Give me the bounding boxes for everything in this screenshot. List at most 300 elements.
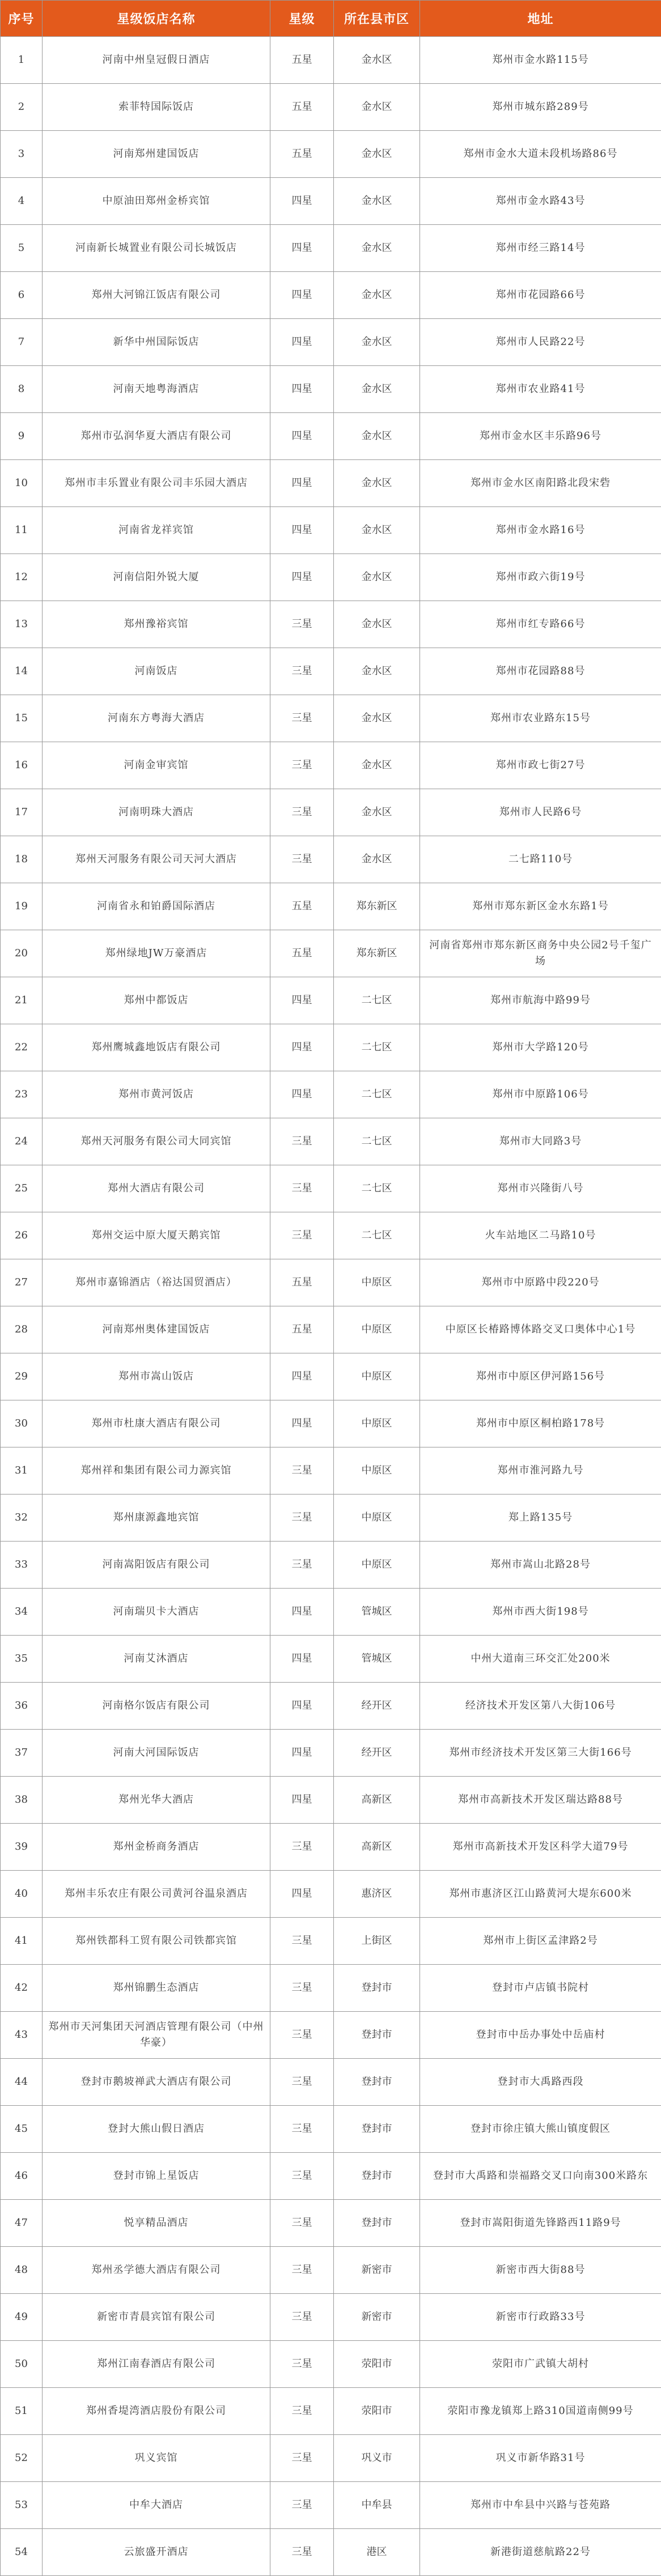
cell-index: 18 bbox=[1, 836, 43, 883]
cell-district: 金水区 bbox=[334, 272, 420, 319]
cell-address: 郑州市金水区南阳路北段宋砦 bbox=[420, 460, 661, 507]
table-row bbox=[1, 2341, 661, 2388]
cell-star-rating: 五星 bbox=[270, 1259, 334, 1306]
cell-address: 郑州市高新技术开发区瑞达路88号 bbox=[420, 1777, 661, 1824]
cell-hotel-name: 河南格尔饭店有限公司 bbox=[43, 1683, 270, 1730]
cell-hotel-name: 悦享精品酒店 bbox=[43, 2200, 270, 2247]
cell-address: 郑州市金水区丰乐路96号 bbox=[420, 413, 661, 460]
cell-hotel-name: 河南中州皇冠假日酒店 bbox=[43, 37, 270, 84]
table-row bbox=[1, 2247, 661, 2294]
cell-address: 郑州市中原区桐柏路178号 bbox=[420, 1400, 661, 1447]
cell-address: 郑州市嵩山北路28号 bbox=[420, 1542, 661, 1589]
cell-hotel-name: 郑州大酒店有限公司 bbox=[43, 1165, 270, 1212]
table-row bbox=[1, 2435, 661, 2482]
table-header-row bbox=[1, 1, 661, 37]
cell-district: 中原区 bbox=[334, 1542, 420, 1589]
cell-index: 10 bbox=[1, 460, 43, 507]
cell-district: 中原区 bbox=[334, 1494, 420, 1542]
cell-star-rating: 三星 bbox=[270, 2435, 334, 2482]
cell-star-rating: 四星 bbox=[270, 1636, 334, 1683]
cell-district: 中原区 bbox=[334, 1353, 420, 1400]
cell-star-rating: 三星 bbox=[270, 1494, 334, 1542]
cell-district: 管城区 bbox=[334, 1636, 420, 1683]
cell-address: 巩义市新华路31号 bbox=[420, 2435, 661, 2482]
cell-address: 郑州市中牟县中兴路与苍苑路 bbox=[420, 2482, 661, 2529]
table-row bbox=[1, 977, 661, 1024]
cell-index: 7 bbox=[1, 319, 43, 366]
cell-district: 登封市 bbox=[334, 2200, 420, 2247]
cell-hotel-name: 河南艾沐酒店 bbox=[43, 1636, 270, 1683]
table-row bbox=[1, 84, 661, 131]
table-row bbox=[1, 2482, 661, 2529]
cell-address: 郑州市金水路43号 bbox=[420, 178, 661, 225]
cell-hotel-name: 郑州市天河集团天河酒店管理有限公司（中州华豪） bbox=[43, 2012, 270, 2059]
table-row bbox=[1, 1306, 661, 1353]
table-row bbox=[1, 1777, 661, 1824]
cell-index: 35 bbox=[1, 1636, 43, 1683]
table-row bbox=[1, 1683, 661, 1730]
table-row bbox=[1, 1542, 661, 1589]
cell-district: 中牟县 bbox=[334, 2482, 420, 2529]
cell-address: 郑州市农业路41号 bbox=[420, 366, 661, 413]
cell-hotel-name: 郑州绿地JW万豪酒店 bbox=[43, 930, 270, 977]
cell-hotel-name: 中牟大酒店 bbox=[43, 2482, 270, 2529]
cell-hotel-name: 郑州祥和集团有限公司力源宾馆 bbox=[43, 1447, 270, 1494]
cell-star-rating: 五星 bbox=[270, 131, 334, 178]
cell-index: 26 bbox=[1, 1212, 43, 1259]
cell-hotel-name: 郑州丞学德大酒店有限公司 bbox=[43, 2247, 270, 2294]
cell-star-rating: 四星 bbox=[270, 554, 334, 601]
table-row bbox=[1, 131, 661, 178]
cell-district: 登封市 bbox=[334, 2012, 420, 2059]
cell-star-rating: 三星 bbox=[270, 2529, 334, 2576]
cell-star-rating: 五星 bbox=[270, 37, 334, 84]
cell-star-rating: 三星 bbox=[270, 695, 334, 742]
cell-hotel-name: 郑州康源鑫地宾馆 bbox=[43, 1494, 270, 1542]
table-row bbox=[1, 272, 661, 319]
cell-hotel-name: 郑州天河服务有限公司大同宾馆 bbox=[43, 1118, 270, 1165]
cell-index: 32 bbox=[1, 1494, 43, 1542]
cell-address: 郑州市金水路115号 bbox=[420, 37, 661, 84]
cell-address: 郑州市中原路中段220号 bbox=[420, 1259, 661, 1306]
table-row bbox=[1, 37, 661, 84]
cell-star-rating: 四星 bbox=[270, 1024, 334, 1071]
cell-district: 二七区 bbox=[334, 1118, 420, 1165]
table-row bbox=[1, 1965, 661, 2012]
table-row bbox=[1, 648, 661, 695]
cell-hotel-name: 郑州江南春酒店有限公司 bbox=[43, 2341, 270, 2388]
cell-index: 41 bbox=[1, 1918, 43, 1965]
cell-star-rating: 四星 bbox=[270, 977, 334, 1024]
cell-star-rating: 四星 bbox=[270, 1871, 334, 1918]
table-row bbox=[1, 789, 661, 836]
table-row bbox=[1, 930, 661, 977]
cell-star-rating: 五星 bbox=[270, 883, 334, 930]
cell-address: 郑州市农业路东15号 bbox=[420, 695, 661, 742]
cell-address: 郑州市花园路88号 bbox=[420, 648, 661, 695]
cell-hotel-name: 郑州香堤湾酒店股份有限公司 bbox=[43, 2388, 270, 2435]
cell-index: 44 bbox=[1, 2059, 43, 2106]
cell-hotel-name: 郑州交运中原大厦天鹅宾馆 bbox=[43, 1212, 270, 1259]
cell-hotel-name: 郑州市黄河饭店 bbox=[43, 1071, 270, 1118]
cell-index: 1 bbox=[1, 37, 43, 84]
table-row bbox=[1, 1824, 661, 1871]
cell-star-rating: 三星 bbox=[270, 1165, 334, 1212]
cell-star-rating: 三星 bbox=[270, 2482, 334, 2529]
cell-index: 36 bbox=[1, 1683, 43, 1730]
cell-hotel-name: 河南郑州建国饭店 bbox=[43, 131, 270, 178]
cell-hotel-name: 郑州市杜康大酒店有限公司 bbox=[43, 1400, 270, 1447]
table-row bbox=[1, 1871, 661, 1918]
cell-star-rating: 三星 bbox=[270, 1212, 334, 1259]
cell-address: 郑州市政七街27号 bbox=[420, 742, 661, 789]
cell-index: 52 bbox=[1, 2435, 43, 2482]
cell-star-rating: 三星 bbox=[270, 2341, 334, 2388]
cell-star-rating: 三星 bbox=[270, 1447, 334, 1494]
cell-district: 高新区 bbox=[334, 1777, 420, 1824]
cell-index: 9 bbox=[1, 413, 43, 460]
cell-star-rating: 四星 bbox=[270, 1683, 334, 1730]
cell-address: 郑州市城东路289号 bbox=[420, 84, 661, 131]
cell-hotel-name: 郑州天河服务有限公司天河大酒店 bbox=[43, 836, 270, 883]
cell-hotel-name: 郑州市嘉锦酒店（裕达国贸酒店） bbox=[43, 1259, 270, 1306]
cell-district: 登封市 bbox=[334, 2153, 420, 2200]
cell-star-rating: 三星 bbox=[270, 2106, 334, 2153]
cell-index: 37 bbox=[1, 1730, 43, 1777]
cell-address: 郑州市人民路22号 bbox=[420, 319, 661, 366]
cell-hotel-name: 中原油田郑州金桥宾馆 bbox=[43, 178, 270, 225]
cell-district: 二七区 bbox=[334, 1024, 420, 1071]
table-row bbox=[1, 2012, 661, 2059]
cell-address: 新密市行政路33号 bbox=[420, 2294, 661, 2341]
cell-address: 郑州市惠济区江山路黄河大堤东600米 bbox=[420, 1871, 661, 1918]
cell-address: 中原区长椿路博体路交叉口奥体中心1号 bbox=[420, 1306, 661, 1353]
cell-index: 28 bbox=[1, 1306, 43, 1353]
cell-index: 30 bbox=[1, 1400, 43, 1447]
cell-district: 二七区 bbox=[334, 1165, 420, 1212]
cell-hotel-name: 郑州市弘润华夏大酒店有限公司 bbox=[43, 413, 270, 460]
cell-hotel-name: 郑州豫裕宾馆 bbox=[43, 601, 270, 648]
cell-star-rating: 三星 bbox=[270, 2012, 334, 2059]
cell-district: 金水区 bbox=[334, 601, 420, 648]
table-row bbox=[1, 2294, 661, 2341]
cell-address: 经济技术开发区第八大街106号 bbox=[420, 1683, 661, 1730]
cell-index: 13 bbox=[1, 601, 43, 648]
cell-hotel-name: 登封大熊山假日酒店 bbox=[43, 2106, 270, 2153]
cell-star-rating: 五星 bbox=[270, 1306, 334, 1353]
cell-district: 金水区 bbox=[334, 131, 420, 178]
cell-district: 金水区 bbox=[334, 836, 420, 883]
cell-star-rating: 三星 bbox=[270, 1965, 334, 2012]
cell-address: 登封市徐庄镇大熊山镇度假区 bbox=[420, 2106, 661, 2153]
table-row bbox=[1, 1636, 661, 1683]
cell-address: 郑州市航海中路99号 bbox=[420, 977, 661, 1024]
cell-star-rating: 三星 bbox=[270, 1824, 334, 1871]
cell-address: 登封市大禹路西段 bbox=[420, 2059, 661, 2106]
cell-district: 惠济区 bbox=[334, 1871, 420, 1918]
cell-hotel-name: 河南新长城置业有限公司长城饭店 bbox=[43, 225, 270, 272]
cell-district: 二七区 bbox=[334, 1071, 420, 1118]
cell-index: 6 bbox=[1, 272, 43, 319]
cell-index: 25 bbox=[1, 1165, 43, 1212]
cell-district: 二七区 bbox=[334, 1212, 420, 1259]
cell-index: 33 bbox=[1, 1542, 43, 1589]
cell-address: 郑州市西大街198号 bbox=[420, 1589, 661, 1636]
cell-star-rating: 三星 bbox=[270, 2294, 334, 2341]
cell-star-rating: 四星 bbox=[270, 1730, 334, 1777]
cell-hotel-name: 郑州中都饭店 bbox=[43, 977, 270, 1024]
cell-star-rating: 四星 bbox=[270, 1353, 334, 1400]
cell-star-rating: 三星 bbox=[270, 2059, 334, 2106]
cell-star-rating: 五星 bbox=[270, 84, 334, 131]
table-body bbox=[1, 37, 661, 2576]
cell-district: 金水区 bbox=[334, 37, 420, 84]
cell-district: 经开区 bbox=[334, 1730, 420, 1777]
table-row bbox=[1, 742, 661, 789]
cell-star-rating: 四星 bbox=[270, 1400, 334, 1447]
table-row bbox=[1, 507, 661, 554]
cell-star-rating: 三星 bbox=[270, 2153, 334, 2200]
cell-hotel-name: 河南信阳外锐大厦 bbox=[43, 554, 270, 601]
cell-district: 金水区 bbox=[334, 695, 420, 742]
header-address: 地址 bbox=[420, 1, 661, 37]
cell-index: 29 bbox=[1, 1353, 43, 1400]
cell-address: 郑州市淮河路九号 bbox=[420, 1447, 661, 1494]
cell-district: 新密市 bbox=[334, 2294, 420, 2341]
cell-star-rating: 四星 bbox=[270, 460, 334, 507]
table-row bbox=[1, 2529, 661, 2576]
cell-address: 郑州市郑东新区金水东路1号 bbox=[420, 883, 661, 930]
table-row bbox=[1, 2153, 661, 2200]
cell-district: 金水区 bbox=[334, 366, 420, 413]
cell-district: 中原区 bbox=[334, 1306, 420, 1353]
cell-index: 49 bbox=[1, 2294, 43, 2341]
cell-district: 荥阳市 bbox=[334, 2388, 420, 2435]
cell-index: 17 bbox=[1, 789, 43, 836]
cell-hotel-name: 郑州鹰城鑫地饭店有限公司 bbox=[43, 1024, 270, 1071]
cell-index: 4 bbox=[1, 178, 43, 225]
table-row bbox=[1, 1730, 661, 1777]
cell-index: 39 bbox=[1, 1824, 43, 1871]
cell-hotel-name: 郑州大河锦江饭店有限公司 bbox=[43, 272, 270, 319]
cell-star-rating: 三星 bbox=[270, 836, 334, 883]
cell-star-rating: 三星 bbox=[270, 1918, 334, 1965]
cell-index: 34 bbox=[1, 1589, 43, 1636]
cell-star-rating: 三星 bbox=[270, 789, 334, 836]
cell-district: 金水区 bbox=[334, 742, 420, 789]
table-row bbox=[1, 319, 661, 366]
cell-index: 42 bbox=[1, 1965, 43, 2012]
table-row bbox=[1, 366, 661, 413]
cell-district: 上街区 bbox=[334, 1918, 420, 1965]
table-row bbox=[1, 1494, 661, 1542]
table-row bbox=[1, 1918, 661, 1965]
cell-star-rating: 四星 bbox=[270, 319, 334, 366]
cell-hotel-name: 河南天地粤海酒店 bbox=[43, 366, 270, 413]
cell-address: 荥阳市广武镇大胡村 bbox=[420, 2341, 661, 2388]
cell-hotel-name: 河南金审宾馆 bbox=[43, 742, 270, 789]
cell-index: 20 bbox=[1, 930, 43, 977]
table-row bbox=[1, 1259, 661, 1306]
cell-hotel-name: 河南东方粤海大酒店 bbox=[43, 695, 270, 742]
cell-star-rating: 四星 bbox=[270, 1071, 334, 1118]
table-row bbox=[1, 1447, 661, 1494]
cell-index: 11 bbox=[1, 507, 43, 554]
cell-star-rating: 三星 bbox=[270, 648, 334, 695]
cell-star-rating: 四星 bbox=[270, 225, 334, 272]
cell-hotel-name: 郑州光华大酒店 bbox=[43, 1777, 270, 1824]
cell-address: 新港街道慈航路22号 bbox=[420, 2529, 661, 2576]
cell-district: 荥阳市 bbox=[334, 2341, 420, 2388]
cell-district: 金水区 bbox=[334, 225, 420, 272]
cell-district: 金水区 bbox=[334, 84, 420, 131]
table-row bbox=[1, 601, 661, 648]
cell-district: 二七区 bbox=[334, 977, 420, 1024]
cell-address: 二七路110号 bbox=[420, 836, 661, 883]
cell-district: 中原区 bbox=[334, 1259, 420, 1306]
cell-address: 中州大道南三环交汇处200米 bbox=[420, 1636, 661, 1683]
cell-address: 荥阳市豫龙镇郑上路310国道南侧99号 bbox=[420, 2388, 661, 2435]
table-row bbox=[1, 1400, 661, 1447]
cell-hotel-name: 河南大河国际饭店 bbox=[43, 1730, 270, 1777]
cell-district: 登封市 bbox=[334, 1965, 420, 2012]
table-row bbox=[1, 836, 661, 883]
cell-hotel-name: 河南饭店 bbox=[43, 648, 270, 695]
cell-index: 24 bbox=[1, 1118, 43, 1165]
cell-address: 郑上路135号 bbox=[420, 1494, 661, 1542]
cell-hotel-name: 郑州市丰乐置业有限公司丰乐园大酒店 bbox=[43, 460, 270, 507]
cell-address: 郑州市中原路106号 bbox=[420, 1071, 661, 1118]
cell-district: 郑东新区 bbox=[334, 930, 420, 977]
table-row bbox=[1, 554, 661, 601]
cell-index: 8 bbox=[1, 366, 43, 413]
cell-index: 43 bbox=[1, 2012, 43, 2059]
cell-star-rating: 三星 bbox=[270, 1118, 334, 1165]
cell-district: 金水区 bbox=[334, 554, 420, 601]
cell-district: 高新区 bbox=[334, 1824, 420, 1871]
cell-district: 中原区 bbox=[334, 1447, 420, 1494]
cell-index: 23 bbox=[1, 1071, 43, 1118]
cell-index: 15 bbox=[1, 695, 43, 742]
cell-address: 登封市中岳办事处中岳庙村 bbox=[420, 2012, 661, 2059]
cell-index: 14 bbox=[1, 648, 43, 695]
cell-index: 38 bbox=[1, 1777, 43, 1824]
cell-address: 郑州市红专路66号 bbox=[420, 601, 661, 648]
header-district: 所在县市区 bbox=[334, 1, 420, 37]
cell-index: 2 bbox=[1, 84, 43, 131]
cell-hotel-name: 河南郑州奥体建国饭店 bbox=[43, 1306, 270, 1353]
cell-index: 51 bbox=[1, 2388, 43, 2435]
cell-district: 金水区 bbox=[334, 789, 420, 836]
cell-star-rating: 三星 bbox=[270, 2388, 334, 2435]
cell-index: 31 bbox=[1, 1447, 43, 1494]
cell-hotel-name: 巩义宾馆 bbox=[43, 2435, 270, 2482]
cell-district: 新密市 bbox=[334, 2247, 420, 2294]
cell-hotel-name: 河南省龙祥宾馆 bbox=[43, 507, 270, 554]
table-row bbox=[1, 1118, 661, 1165]
cell-index: 53 bbox=[1, 2482, 43, 2529]
cell-hotel-name: 郑州金桥商务酒店 bbox=[43, 1824, 270, 1871]
table-row bbox=[1, 695, 661, 742]
cell-hotel-name: 郑州铁都科工贸有限公司铁都宾馆 bbox=[43, 1918, 270, 1965]
table-row bbox=[1, 1589, 661, 1636]
cell-district: 管城区 bbox=[334, 1589, 420, 1636]
table-row bbox=[1, 1212, 661, 1259]
cell-district: 金水区 bbox=[334, 507, 420, 554]
table-row bbox=[1, 2106, 661, 2153]
table-row bbox=[1, 178, 661, 225]
cell-hotel-name: 河南明珠大酒店 bbox=[43, 789, 270, 836]
cell-address: 郑州市人民路6号 bbox=[420, 789, 661, 836]
cell-address: 登封市卢店镇书院村 bbox=[420, 1965, 661, 2012]
cell-address: 登封市大禹路和崇福路交叉口向南300米路东 bbox=[420, 2153, 661, 2200]
cell-index: 47 bbox=[1, 2200, 43, 2247]
cell-index: 54 bbox=[1, 2529, 43, 2576]
table-row bbox=[1, 2388, 661, 2435]
cell-district: 登封市 bbox=[334, 2059, 420, 2106]
cell-district: 巩义市 bbox=[334, 2435, 420, 2482]
cell-address: 郑州市兴隆街八号 bbox=[420, 1165, 661, 1212]
cell-hotel-name: 登封市锦上星饭店 bbox=[43, 2153, 270, 2200]
table-row bbox=[1, 1071, 661, 1118]
cell-district: 金水区 bbox=[334, 178, 420, 225]
cell-district: 中原区 bbox=[334, 1400, 420, 1447]
cell-hotel-name: 郑州丰乐农庄有限公司黄河谷温泉酒店 bbox=[43, 1871, 270, 1918]
cell-star-rating: 四星 bbox=[270, 1777, 334, 1824]
cell-address: 郑州市金水大道未段机场路86号 bbox=[420, 131, 661, 178]
cell-address: 郑州市金水路16号 bbox=[420, 507, 661, 554]
header-star-rating: 星级 bbox=[270, 1, 334, 37]
cell-star-rating: 四星 bbox=[270, 272, 334, 319]
cell-star-rating: 五星 bbox=[270, 930, 334, 977]
cell-star-rating: 三星 bbox=[270, 2200, 334, 2247]
cell-address: 郑州市花园路66号 bbox=[420, 272, 661, 319]
cell-index: 19 bbox=[1, 883, 43, 930]
cell-hotel-name: 河南省永和铂爵国际酒店 bbox=[43, 883, 270, 930]
table-row bbox=[1, 225, 661, 272]
cell-hotel-name: 郑州市嵩山饭店 bbox=[43, 1353, 270, 1400]
cell-address: 郑州市大学路120号 bbox=[420, 1024, 661, 1071]
cell-index: 27 bbox=[1, 1259, 43, 1306]
cell-address: 新密市西大街88号 bbox=[420, 2247, 661, 2294]
cell-hotel-name: 河南嵩阳饭店有限公司 bbox=[43, 1542, 270, 1589]
cell-district: 郑东新区 bbox=[334, 883, 420, 930]
cell-star-rating: 四星 bbox=[270, 507, 334, 554]
cell-star-rating: 三星 bbox=[270, 2247, 334, 2294]
cell-hotel-name: 新密市青晨宾馆有限公司 bbox=[43, 2294, 270, 2341]
header-hotel-name: 星级饭店名称 bbox=[43, 1, 270, 37]
cell-address: 河南省郑州市郑东新区商务中央公园2号千玺广场 bbox=[420, 930, 661, 977]
cell-district: 金水区 bbox=[334, 648, 420, 695]
table-row bbox=[1, 1165, 661, 1212]
cell-hotel-name: 郑州锦鹏生态酒店 bbox=[43, 1965, 270, 2012]
cell-hotel-name: 新华中州国际饭店 bbox=[43, 319, 270, 366]
table-row bbox=[1, 1353, 661, 1400]
cell-district: 金水区 bbox=[334, 413, 420, 460]
cell-address: 郑州市高新技术开发区科学大道79号 bbox=[420, 1824, 661, 1871]
cell-district: 港区 bbox=[334, 2529, 420, 2576]
cell-address: 火车站地区二马路10号 bbox=[420, 1212, 661, 1259]
table-row bbox=[1, 2059, 661, 2106]
cell-star-rating: 四星 bbox=[270, 178, 334, 225]
cell-hotel-name: 云旅盛开酒店 bbox=[43, 2529, 270, 2576]
table-row bbox=[1, 413, 661, 460]
cell-hotel-name: 登封市鹅坡禅武大酒店有限公司 bbox=[43, 2059, 270, 2106]
cell-index: 22 bbox=[1, 1024, 43, 1071]
cell-district: 经开区 bbox=[334, 1683, 420, 1730]
cell-index: 21 bbox=[1, 977, 43, 1024]
cell-address: 郑州市经三路14号 bbox=[420, 225, 661, 272]
